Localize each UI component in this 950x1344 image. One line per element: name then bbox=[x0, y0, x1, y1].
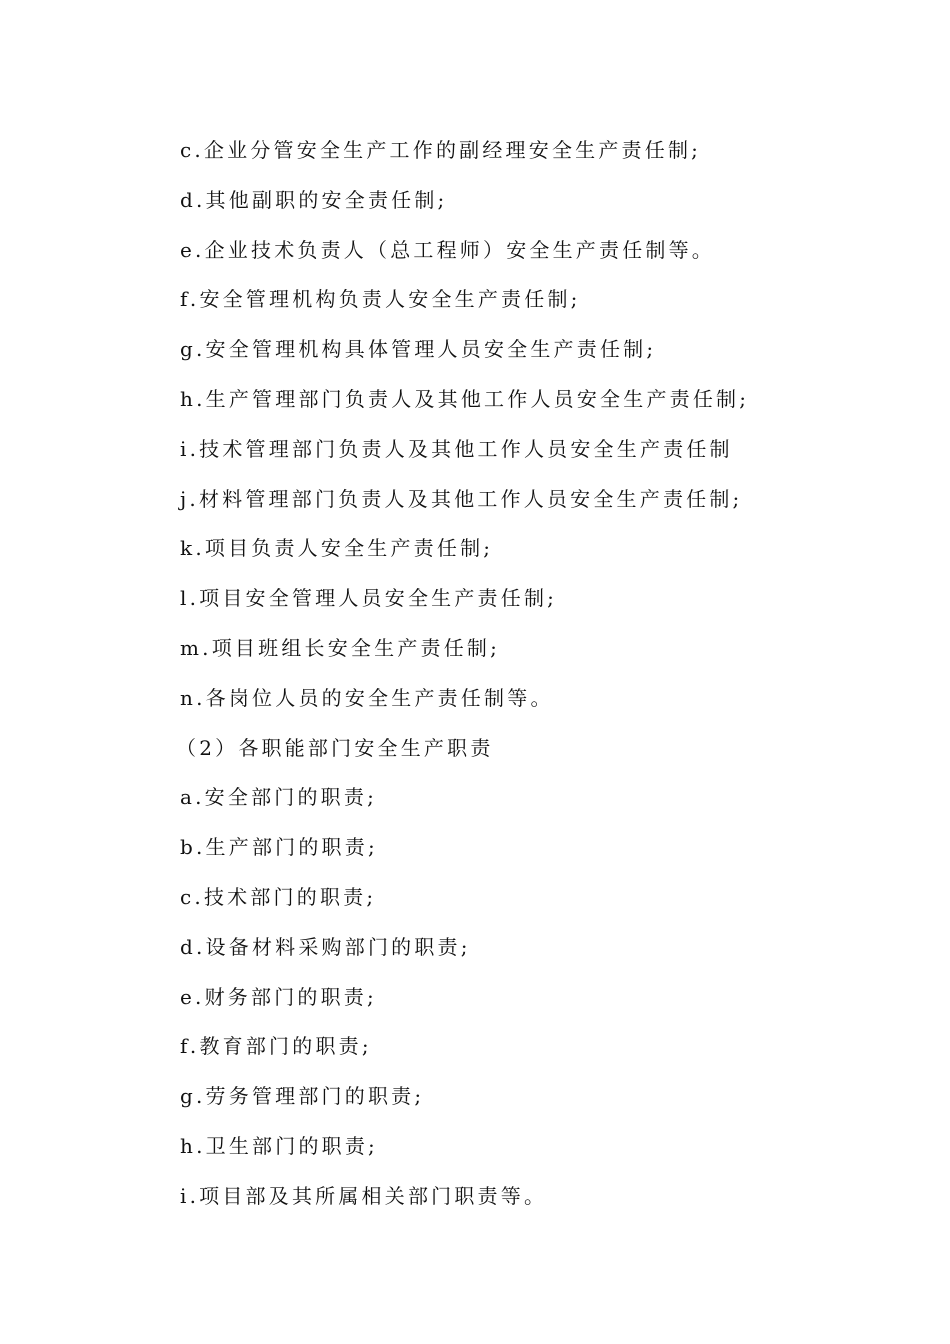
list-item: c.企业分管安全生产工作的副经理安全生产责任制; bbox=[180, 138, 702, 162]
list-item: b.生产部门的职责; bbox=[180, 835, 378, 860]
list-item: e.企业技术负责人（总工程师）安全生产责任制等。 bbox=[180, 237, 715, 262]
list-item: n.各岗位人员的安全生产责任制等。 bbox=[180, 685, 554, 710]
list-item: d.其他副职的安全责任制; bbox=[180, 187, 448, 212]
document-body bbox=[176, 126, 820, 1222]
list-item: d.设备材料采购部门的职责; bbox=[180, 934, 471, 959]
list-item: c.技术部门的职责; bbox=[180, 884, 377, 909]
list-item: a.安全部门的职责; bbox=[180, 785, 378, 810]
list-item: f.安全管理机构负责人安全生产责任制; bbox=[180, 287, 581, 312]
list-item: h.生产管理部门负责人及其他工作人员安全生产责任制; bbox=[180, 386, 750, 411]
list-item: i.技术管理部门负责人及其他工作人员安全生产责任制 bbox=[180, 436, 733, 461]
list-item: g.安全管理机构具体管理人员安全生产责任制; bbox=[180, 337, 657, 362]
list-item: k.项目负责人安全生产责任制; bbox=[180, 536, 494, 561]
list-item: j.材料管理部门负责人及其他工作人员安全生产责任制; bbox=[180, 486, 743, 511]
list-item: g.劳务管理部门的职责; bbox=[180, 1084, 425, 1109]
list-item: e.财务部门的职责; bbox=[180, 984, 377, 1009]
list-item: i.项目部及其所属相关部门职责等。 bbox=[180, 1183, 548, 1208]
list-item: h.卫生部门的职责; bbox=[180, 1133, 378, 1158]
section-heading: （2）各职能部门安全生产职责 bbox=[176, 735, 494, 760]
list-item: f.教育部门的职责; bbox=[180, 1034, 372, 1059]
list-item: l.项目安全管理人员安全生产责任制; bbox=[180, 586, 558, 611]
list-item: m.项目班组长安全生产责任制; bbox=[180, 635, 501, 660]
